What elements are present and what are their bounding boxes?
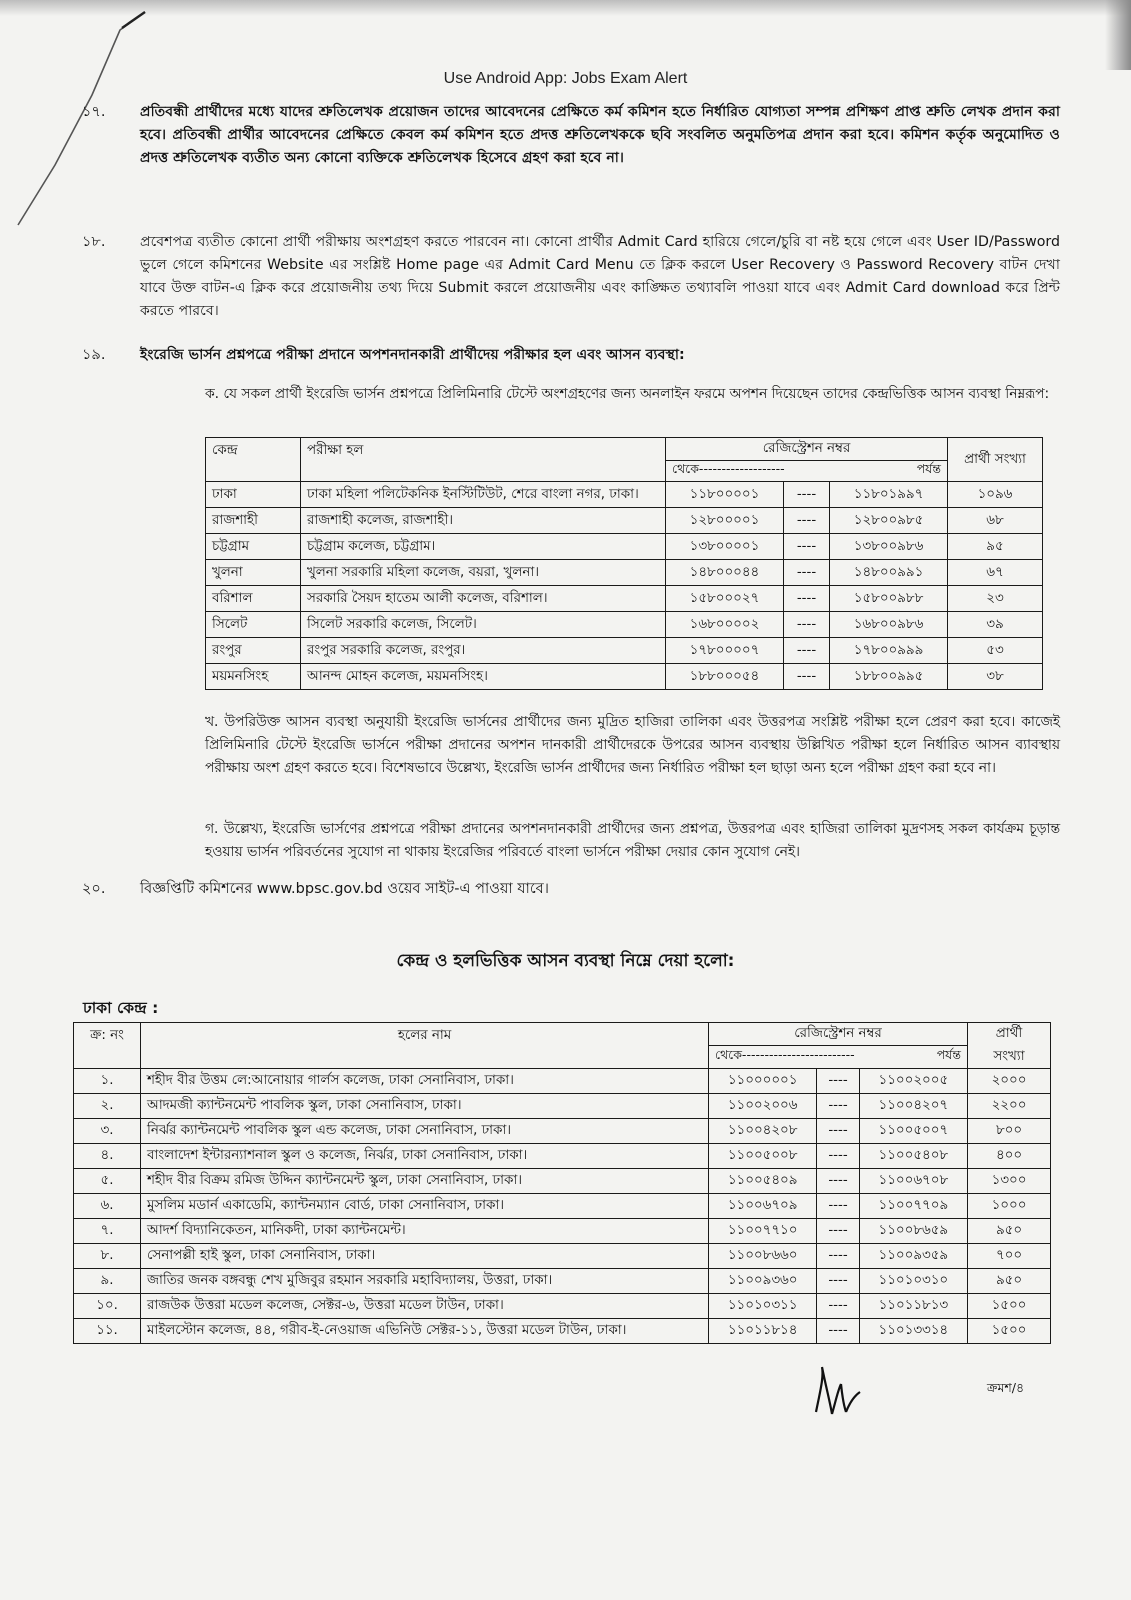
header-center: কেন্দ্র [206, 438, 301, 482]
cell-reg-to: ১১০১১৮১৩ [859, 1293, 967, 1318]
cell-dash: ---- [817, 1218, 859, 1243]
cell-dash: ---- [783, 560, 829, 586]
paragraph-number: ১৯. [82, 347, 106, 363]
cell-reg-to: ১১০০৫৪০৮ [859, 1143, 967, 1168]
cell-reg-from: ১১০০২০০৬ [709, 1093, 817, 1118]
cell-count: ১৩০০ [968, 1168, 1051, 1193]
cell-reg-to: ১১০১৩৩১৪ [859, 1318, 967, 1343]
cell-count: ১০৯৬ [948, 482, 1043, 508]
cell-reg-to: ১২৮০০৯৮৫ [830, 508, 948, 534]
table-row [74, 1193, 1051, 1218]
cell-hall-name: মাইলস্টোন কলেজ, ৪৪, গরীব-ই-নেওয়াজ এভিনিউ সেক্টর-১১, উত্তরা মডেল টাউন, ঢাকা। [141, 1318, 709, 1343]
cell-center: রংপুর [206, 638, 301, 664]
paragraph-number: ১৮. [82, 234, 106, 250]
cell-reg-from: ১৬৮০০০০২ [666, 612, 784, 638]
cell-reg-to: ১১০০২০০৫ [859, 1068, 967, 1093]
cell-reg-from: ১১০১০৩১১ [709, 1293, 817, 1318]
cell-reg-from: ১১০০৬৭০৯ [709, 1193, 817, 1218]
cell-hall-name: জাতির জনক বঙ্গবন্ধু শেখ মুজিবুর রহমান সরকারি মহাবিদ্যালয়, উত্তরা, ঢাকা। [141, 1268, 709, 1293]
cell-hall-name: মুসলিম মডার্ন একাডেমি, ক্যান্টনম্যান বোর্ড, ঢাকা সেনানিবাস, ঢাকা। [141, 1193, 709, 1218]
table-row [74, 1143, 1051, 1168]
cell-dash: ---- [817, 1293, 859, 1318]
table-row [206, 664, 1043, 690]
paragraph-number: ১৭. [82, 104, 106, 120]
cell-count: ১০০০ [968, 1193, 1051, 1218]
cell-hall: ঢাকা মহিলা পলিটেকনিক ইনস্টিটিউট, শেরে বাংলা নগর, ঢাকা। [301, 482, 666, 508]
table-row [74, 1243, 1051, 1268]
cell-reg-to: ১১০১০৩১০ [859, 1268, 967, 1293]
cell-reg-from: ১২৮০০০০১ [666, 508, 784, 534]
cell-dash: ---- [817, 1268, 859, 1293]
cell-reg-to: ১১০০৫০০৭ [859, 1118, 967, 1143]
header-to: পর্যন্ত [916, 461, 941, 476]
cell-dash: ---- [817, 1168, 859, 1193]
cell-hall: খুলনা সরকারি মহিলা কলেজ, বয়রা, খুলনা। [301, 560, 666, 586]
cell-count: ৯৫০ [968, 1218, 1051, 1243]
cell-dash: ---- [783, 638, 829, 664]
cell-dash: ---- [817, 1093, 859, 1118]
cell-serial: ৫. [74, 1168, 141, 1193]
cell-count: ২৩ [948, 586, 1043, 612]
watermark-text: Use Android App: Jobs Exam Alert [443, 70, 688, 87]
header-from: থেকে------------------- [672, 461, 785, 476]
cell-reg-to: ১১০০৬৭০৮ [859, 1168, 967, 1193]
header-serial: ক্র: নং [74, 1023, 141, 1069]
paragraph-number: ২০. [82, 881, 106, 897]
paragraph-text: বিজ্ঞপ্তিটি কমিশনের www.bpsc.gov.bd ওয়েব সাইট-এ পাওয়া যাবে। [140, 881, 549, 897]
cell-reg-from: ১১০০৫০০৮ [709, 1143, 817, 1168]
paragraph-17 [82, 101, 1060, 170]
cell-center: বরিশাল [206, 586, 301, 612]
table-row [74, 1118, 1051, 1143]
cell-reg-to: ১৭৮০০৯৯৯ [830, 638, 948, 664]
cell-dash: ---- [817, 1193, 859, 1218]
cell-reg-to: ১১০০৭৭০৯ [859, 1193, 967, 1218]
cell-hall-name: শহীদ বীর বিক্রম রমিজ উদ্দিন ক্যান্টনমেন্ট স্কুল, ঢাকা সেনানিবাস, ঢাকা। [141, 1168, 709, 1193]
cell-count: ১৫০০ [968, 1293, 1051, 1318]
cell-dash: ---- [783, 482, 829, 508]
header-to: পর্যন্ত [936, 1046, 961, 1062]
section-heading: কেন্দ্র ও হলভিত্তিক আসন ব্যবস্থা নিম্নে দেয়া হলো: [396, 951, 735, 971]
cell-dash: ---- [817, 1243, 859, 1268]
paragraph-text: প্রবেশপত্র ব্যতীত কোনো প্রার্থী পরীক্ষায় অংশগ্রহণ করতে পারবেন না। কোনো প্রার্থীর Admit Card হারিয়ে গেলে/চুরি বা নষ্ট হয়ে গেলে এবং User ID/Password ভুলে গেলে কমিশনের Website এর সংশ্লিষ্ট Home page এর Admit Card Menu তে ক্লিক করলে User Recovery ও Password Recovery বাটন দেখা যাবে উক্ত বাটন-এ ক্লিক করে প্রয়োজনীয় তথ্য দিয়ে Submit করলে প্রয়োজনীয় এবং কাঙ্ক্ষিত তথ্যাবলি পাওয়া যাবে এবং Admit Card download করে প্রিন্ট করতে পারবে। [140, 234, 1060, 319]
cell-serial: ৩. [74, 1118, 141, 1143]
cell-count: ২০০০ [968, 1068, 1051, 1093]
cell-reg-to: ১১০০৪২০৭ [859, 1093, 967, 1118]
cell-center: সিলেট [206, 612, 301, 638]
paragraph-19-ka: ক. যে সকল প্রার্থী ইংরেজি ভার্সন প্রশ্নপত্রে প্রিলিমিনারি টেস্টে অংশগ্রহণের জন্য অনলাইন ফরমে অপশন দিয়েছেন তাদের কেন্দ্রভিত্তিক আসন ব্যবস্থা নিম্নরূপ: [205, 386, 1050, 402]
cell-hall-name: সেনাপল্লী হাই স্কুল, ঢাকা সেনানিবাস, ঢাকা। [141, 1243, 709, 1268]
cell-hall-name: রাজউক উত্তরা মডেল কলেজ, সেক্টর-৬, উত্তরা মডেল টাউন, ঢাকা। [141, 1293, 709, 1318]
cell-reg-to: ১৪৮০০৯৯১ [830, 560, 948, 586]
cell-count: ২২০০ [968, 1093, 1051, 1118]
paragraph-19 [82, 344, 1060, 367]
cell-count: ৮০০ [968, 1118, 1051, 1143]
table-row [74, 1218, 1051, 1243]
cell-reg-from: ১৪৮০০০৪৪ [666, 560, 784, 586]
header-count-bottom: সংখ্যা [968, 1046, 1051, 1069]
cell-reg-from: ১১০০০০০১ [709, 1068, 817, 1093]
cell-count: ৫৩ [948, 638, 1043, 664]
table-row [74, 1293, 1051, 1318]
cell-hall-name: শহীদ বীর উত্তম লে:আনোয়ার গার্লস কলেজ, ঢাকা সেনানিবাস, ঢাকা। [141, 1068, 709, 1093]
cell-reg-from: ১৩৮০০০০১ [666, 534, 784, 560]
cell-dash: ---- [783, 534, 829, 560]
dhaka-hall-table [73, 1022, 1051, 1344]
cell-count: ৩৯ [948, 612, 1043, 638]
cell-center: ঢাকা [206, 482, 301, 508]
cell-dash: ---- [817, 1318, 859, 1343]
cell-center: ময়মনসিংহ [206, 664, 301, 690]
table-row [206, 560, 1043, 586]
cell-count: ৬৮ [948, 508, 1043, 534]
continued-marker: ক্রমশ/৪ [987, 1380, 1025, 1395]
table-row [206, 612, 1043, 638]
paragraph-text: ইংরেজি ভার্সন প্রশ্নপত্রে পরীক্ষা প্রদানে অপশনদানকারী প্রার্থীদেয় পরীক্ষার হল এবং আসন ব্যবস্থা: [140, 347, 685, 363]
cell-reg-to: ১৬৮০০৯৮৬ [830, 612, 948, 638]
table-row [74, 1068, 1051, 1093]
table-row [206, 508, 1043, 534]
cell-reg-to: ১৫৮০০৯৮৮ [830, 586, 948, 612]
cell-serial: ৬. [74, 1193, 141, 1218]
header-count: প্রার্থী সংখ্যা [948, 438, 1043, 482]
cell-serial: ১. [74, 1068, 141, 1093]
paragraph-18 [82, 231, 1060, 323]
scan-edge-right [1105, 0, 1131, 70]
cell-count: ৯৫০ [968, 1268, 1051, 1293]
cell-hall: রংপুর সরকারি কলেজ, রংপুর। [301, 638, 666, 664]
center-seating-table [205, 437, 1043, 690]
cell-reg-from: ১১০০৯৩৬০ [709, 1268, 817, 1293]
header-hall: পরীক্ষা হল [301, 438, 666, 482]
table-row [206, 638, 1043, 664]
cell-hall-name: নির্ঝর ক্যান্টনমেন্ট পাবলিক স্কুল এন্ড কলেজ, ঢাকা সেনানিবাস, ঢাকা। [141, 1118, 709, 1143]
cell-count: ৩৮ [948, 664, 1043, 690]
cell-reg-from: ১১০০৪২০৮ [709, 1118, 817, 1143]
cell-dash: ---- [783, 612, 829, 638]
header-count-top: প্রার্থী [968, 1023, 1051, 1046]
cell-count: ৭০০ [968, 1243, 1051, 1268]
cell-center: খুলনা [206, 560, 301, 586]
header-registration: রেজিস্ট্রেশন নম্বর [709, 1023, 968, 1046]
header-hall-name: হলের নাম [141, 1023, 709, 1069]
header-range [709, 1046, 968, 1069]
cell-reg-from: ১১০০৫৪০৯ [709, 1168, 817, 1193]
cell-serial: ৮. [74, 1243, 141, 1268]
header-from: থেকে------------------------- [715, 1046, 855, 1062]
cell-hall: সরকারি সৈয়দ হাতেম আলী কলেজ, বরিশাল। [301, 586, 666, 612]
cell-serial: ৭. [74, 1218, 141, 1243]
cell-reg-from: ১১৮০০০০১ [666, 482, 784, 508]
cell-dash: ---- [783, 664, 829, 690]
cell-reg-to: ১১৮০১৯৯৭ [830, 482, 948, 508]
table-row [74, 1093, 1051, 1118]
cell-dash: ---- [817, 1068, 859, 1093]
cell-hall-name: আদর্শ বিদ্যানিকেতন, মানিকদী, ঢাকা ক্যান্টনমেন্ট। [141, 1218, 709, 1243]
paragraph-20 [82, 878, 1060, 901]
cell-reg-to: ১১০০৮৬৫৯ [859, 1218, 967, 1243]
cell-reg-from: ১১০০৮৬৬০ [709, 1243, 817, 1268]
header-range [666, 461, 948, 482]
cell-dash: ---- [817, 1118, 859, 1143]
cell-hall-name: আদমজী ক্যান্টনমেন্ট পাবলিক স্কুল, ঢাকা সেনানিবাস, ঢাকা। [141, 1093, 709, 1118]
cell-reg-to: ১৮৮০০৯৯৫ [830, 664, 948, 690]
cell-reg-from: ১১০০৭৭১০ [709, 1218, 817, 1243]
signature-mark [808, 1362, 868, 1422]
cell-reg-to: ১১০০৯৩৫৯ [859, 1243, 967, 1268]
paragraph-text: প্রতিবন্ধী প্রার্থীদের মধ্যে যাদের শ্রুতিলেখক প্রয়োজন তাদের আবেদনের প্রেক্ষিতে কর্ম কমিশন হতে নির্ধারিত যোগ্যতা সম্পন্ন প্রশিক্ষণ প্রাপ্ত শ্রুতি লেখক প্রদান করা হবে। প্রতিবন্ধী প্রার্থীর আবেদনের প্রেক্ষিতে কেবল কর্ম কমিশন হতে প্রদত্ত শ্রুতিলেখককে ছবি সংবলিত অনুমতিপত্র প্রদান করা হবে। কমিশন কর্তৃক অনুমোদিত ও প্রদত্ত শ্রুতিলেখক ব্যতীত অন্য কোনো ব্যক্তিকে শ্রুতিলেখক হিসেবে গ্রহণ করা হবে না। [140, 104, 1060, 166]
cell-count: ৯৫ [948, 534, 1043, 560]
cell-hall-name: বাংলাদেশ ইন্টারন্যাশনাল স্কুল ও কলেজ, নির্ঝর, ঢাকা সেনানিবাস, ঢাকা। [141, 1143, 709, 1168]
cell-reg-from: ১৮৮০০০৫৪ [666, 664, 784, 690]
dhaka-center-label: ঢাকা কেন্দ্র : [83, 999, 159, 1017]
table-row [74, 1318, 1051, 1343]
table-row [206, 482, 1043, 508]
cell-serial: ৪. [74, 1143, 141, 1168]
cell-count: ৬৭ [948, 560, 1043, 586]
cell-serial: ১০. [74, 1293, 141, 1318]
table-row [206, 586, 1043, 612]
cell-dash: ---- [783, 508, 829, 534]
paragraph-19-kha: খ. উপরিউক্ত আসন ব্যবস্থা অনুযায়ী ইংরেজি ভার্সনের প্রার্থীদের জন্য মুদ্রিত হাজিরা তালিকা এবং উত্তরপত্র সংশ্লিষ্ট পরীক্ষা হলে প্রেরণ করা হবে। কাজেই প্রিলিমিনারি টেস্টে ইংরেজি ভার্সনে পরীক্ষা প্রদানের অপশন দানকারী প্রার্থীদেরকে উপরের আসন ব্যবস্থায় উল্লিখিত পরীক্ষা হলে নির্ধারিত আসন ব্যাবস্থায় পরীক্ষায় অংশ গ্রহণ করতে হবে। বিশেষভাবে উল্লেখ্য, ইংরেজি ভার্সন প্রার্থীদের জন্য নির্ধারিত পরীক্ষা হল ছাড়া অন্য হলে পরীক্ষা গ্রহণ করা হবে না। [205, 714, 1060, 776]
cell-count: ১৫০০ [968, 1318, 1051, 1343]
cell-serial: ২. [74, 1093, 141, 1118]
paragraph-19-ga: গ. উল্লেখ্য, ইংরেজি ভার্সণের প্রশ্নপত্রে পরীক্ষা প্রদানের অপশনদানকারী প্রার্থীদের জন্য প্রশ্নপত্র, উত্তরপত্র এবং হাজিরা তালিকা মুদ্রণসহ সকল কার্যক্রম চূড়ান্ত হওয়ায় ভার্সন পরিবর্তনের সুযোগ না থাকায় ইংরেজির পরিবর্তে বাংলা ভার্সনে পরীক্ষা দেয়ার কোন সুযোগ নেই। [205, 821, 1060, 860]
cell-dash: ---- [817, 1143, 859, 1168]
cell-hall: চট্টগ্রাম কলেজ, চট্টগ্রাম। [301, 534, 666, 560]
cell-serial: ১১. [74, 1318, 141, 1343]
cell-reg-from: ১৫৮০০০২৭ [666, 586, 784, 612]
cell-dash: ---- [783, 586, 829, 612]
table-header-row [74, 1023, 1051, 1046]
cell-hall: রাজশাহী কলেজ, রাজশাহী। [301, 508, 666, 534]
table-row [74, 1268, 1051, 1293]
cell-center: রাজশাহী [206, 508, 301, 534]
cell-reg-from: ১৭৮০০০০৭ [666, 638, 784, 664]
cell-serial: ৯. [74, 1268, 141, 1293]
cell-reg-to: ১৩৮০০৯৮৬ [830, 534, 948, 560]
cell-hall: সিলেট সরকারি কলেজ, সিলেট। [301, 612, 666, 638]
table-row [206, 534, 1043, 560]
table-header-row [206, 438, 1043, 461]
cell-center: চট্টগ্রাম [206, 534, 301, 560]
cell-reg-from: ১১০১১৮১৪ [709, 1318, 817, 1343]
cell-hall: আনন্দ মোহন কলেজ, ময়মনসিংহ। [301, 664, 666, 690]
cell-count: ৪০০ [968, 1143, 1051, 1168]
table-row [74, 1168, 1051, 1193]
header-registration: রেজিস্ট্রেশন নম্বর [666, 438, 948, 461]
